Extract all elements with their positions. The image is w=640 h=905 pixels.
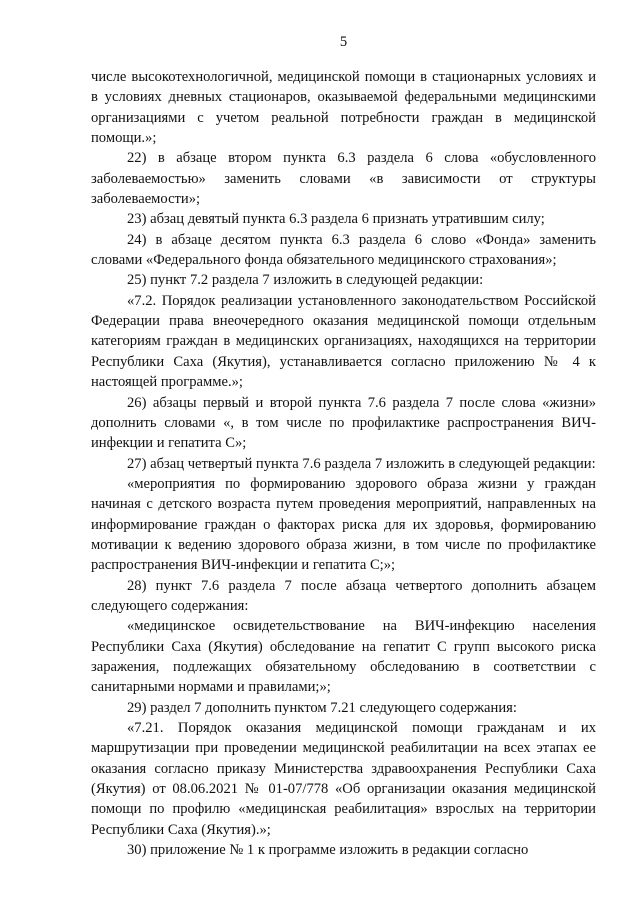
- paragraph-item-27: 27) абзац четвертый пункта 7.6 раздела 7 изложить в следующей редакции:: [127, 455, 596, 472]
- document-page: [91, 34, 596, 860]
- paragraph-item-26: 26) абзацы первый и второй пункта 7.6 раздела 7 после слова «жизни» дополнить словами «, в том числе по профилактике распространения ВИЧ-инфекции и гепатита С»;: [91, 394, 596, 452]
- paragraph-item-28: 28) пункт 7.6 раздела 7 после абзаца четвертого дополнить абзацем следующего содержания:: [91, 577, 596, 614]
- paragraph-continuation: числе высокотехнологичной, медицинской помощи в стационарных условиях и в условиях дневных стационаров, оказываемой федеральными медицинскими организациями с учетом реальной потребности граждан в медицинской помощи.»;: [91, 69, 596, 147]
- paragraph-quote-healthy-lifestyle: «мероприятия по формированию здорового образа жизни у граждан начиная с детского возраста путем проведения мероприятий, направленных на информирование граждан о факторах риска для их здоровья, формированию мотивации к ведению здорового образа жизни, в том числе по профилактике распространения ВИЧ-инфекции и гепатита С;»;: [91, 475, 596, 574]
- paragraph-quote-hiv-screening: «медицинское освидетельствование на ВИЧ-инфекцию населения Республики Саха (Якутия) обследование на гепатит С групп высокого риска заражения, подлежащих обязательному обследованию в соответствии с санитарными нормами и правилами;»;: [91, 618, 596, 696]
- paragraph-item-29: 29) раздел 7 дополнить пунктом 7.21 следующего содержания:: [127, 699, 517, 716]
- paragraph-quote-7-21: «7.21. Порядок оказания медицинской помощи гражданам и их маршрутизации при проведении медицинской реабилитации на всех этапах ее оказания согласно приказу Министерства здравоохранения Республики Саха (Якутия) от 08.06.2021 № 01-07/778 «Об организации оказания медицинской помощи по профилю «медицинская реабилитация» взрослых на территории Республики Саха (Якутия).»;: [91, 720, 596, 838]
- paragraph-item-22: 22) в абзаце втором пункта 6.3 раздела 6 слова «обусловленного заболеваемостью» заменить словами «в зависимости от структуры заболеваемости»;: [91, 150, 596, 208]
- paragraph-item-23: 23) абзац девятый пункта 6.3 раздела 6 признать утратившим силу;: [127, 211, 545, 228]
- page-number: 5: [339, 34, 348, 50]
- paragraph-item-25: 25) пункт 7.2 раздела 7 изложить в следующей редакции:: [127, 272, 484, 289]
- paragraph-item-30: 30) приложение № 1 к программе изложить в редакции согласно: [127, 842, 529, 859]
- paragraph-quote-7-2: «7.2. Порядок реализации установленного законодательством Российской Федерации права внеочередного оказания медицинской помощи отдельным категориям граждан в медицинских организациях, находящихся на территории Республики Саха (Якутия), устанавливается согласно приложению № 4 к настоящей программе.»;: [91, 292, 596, 391]
- paragraph-item-24: 24) в абзаце десятом пункта 6.3 раздела 6 слово «Фонда» заменить словами «Федерального фонда обязательного медицинского страхования»;: [91, 231, 596, 269]
